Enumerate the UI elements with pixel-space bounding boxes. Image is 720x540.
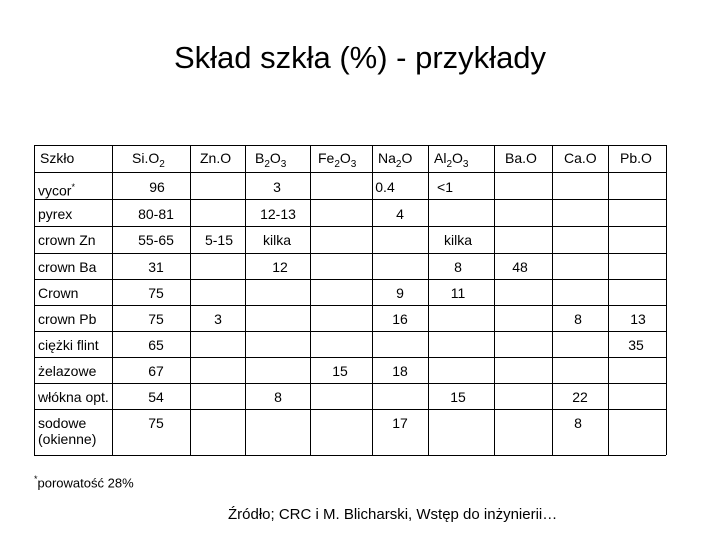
- grid-line: [34, 199, 666, 200]
- cell-sio2: 31: [148, 259, 164, 275]
- cell-cao: 8: [574, 311, 582, 327]
- grid-line: [34, 145, 35, 455]
- cell-b2o3: 8: [274, 389, 282, 405]
- slide-title: Skład szkła (%) - przykłady: [173, 40, 547, 75]
- grid-line: [372, 145, 373, 455]
- cell-sio2: 54: [148, 389, 164, 405]
- header-cao: Ca.O: [564, 150, 597, 166]
- row-name: włókna opt.: [38, 389, 109, 405]
- cell-pbo: 35: [628, 337, 644, 353]
- cell-sio2: 75: [148, 415, 164, 431]
- cell-b2o3: 12-13: [260, 206, 296, 222]
- row-name: sodowe (okienne): [38, 415, 97, 447]
- row-name: żelazowe: [38, 363, 97, 379]
- row-name: crown Ba: [38, 259, 97, 275]
- cell-zno: 3: [214, 311, 222, 327]
- cell-na2o: 17: [392, 415, 408, 431]
- grid-line: [666, 145, 667, 455]
- grid-line: [34, 226, 666, 227]
- cell-sio2: 55-65: [138, 232, 174, 248]
- grid-line: [34, 409, 666, 410]
- header-sio2: $Si.O_2$: [132, 150, 165, 170]
- cell-sio2: 67: [148, 363, 164, 379]
- cell-al2o3: 11: [450, 285, 466, 301]
- cell-sio2: 96: [149, 179, 165, 195]
- cell-al2o3: <1: [437, 179, 453, 195]
- cell-b2o3: 12: [272, 259, 288, 275]
- row-name: pyrex: [38, 206, 73, 222]
- header-zno: Zn.O: [200, 150, 232, 166]
- cell-b2o3: 3: [273, 179, 281, 195]
- cell-na2o: 9: [396, 285, 404, 301]
- row-name: ciężki flint: [38, 337, 99, 353]
- cell-zno: 5-15: [204, 232, 234, 248]
- cell-sio2: 80-81: [138, 206, 174, 222]
- cell-bao: 48: [512, 259, 528, 275]
- cell-al2o3: 15: [450, 389, 466, 405]
- header-szklo: Szkło: [40, 150, 75, 166]
- cell-cao: 22: [572, 389, 588, 405]
- grid-line: [34, 455, 666, 456]
- header-al2o3: $Al_2O_3$: [434, 150, 469, 170]
- cell-fe2o3: 15: [332, 363, 348, 379]
- grid-line: [494, 145, 495, 455]
- row-name: Crown: [38, 285, 79, 301]
- grid-line: [34, 279, 666, 280]
- header-bao: Ba.O: [505, 150, 537, 166]
- cell-na2o: 16: [392, 311, 408, 327]
- grid-line: [428, 145, 429, 455]
- grid-line: [112, 145, 113, 455]
- cell-pbo: 13: [630, 311, 646, 327]
- header-fe2o3: $Fe_2O_3$: [318, 150, 357, 170]
- cell-cao: 8: [574, 415, 582, 431]
- grid-line: [34, 383, 666, 384]
- header-na2o: $Na_2O$: [378, 150, 413, 170]
- grid-line: [190, 145, 191, 455]
- grid-line: [34, 331, 666, 332]
- cell-sio2: 75: [148, 311, 164, 327]
- grid-line: [34, 305, 666, 306]
- grid-line: [608, 145, 609, 455]
- row-name: crown Pb: [38, 311, 97, 327]
- source-citation: Źródło; CRC i M. Blicharski, Wstęp do inżynierii…: [228, 506, 558, 523]
- cell-sio2: 65: [148, 337, 164, 353]
- grid-line: [34, 253, 666, 254]
- cell-al2o3: 8: [454, 259, 462, 275]
- cell-al2o3: kilka: [443, 232, 473, 248]
- row-name: vycor*: [38, 182, 75, 199]
- grid-line: [34, 357, 666, 358]
- cell-na2o: 18: [392, 363, 408, 379]
- cell-na2o: 4: [396, 206, 404, 222]
- cell-na2o: 0.4: [375, 179, 395, 195]
- footnote: *porowatość 28%: [34, 474, 134, 491]
- header-b2o3: $B_2O_3$: [255, 150, 287, 170]
- cell-b2o3: kilka: [262, 232, 292, 248]
- cell-sio2: 75: [148, 285, 164, 301]
- grid-line: [245, 145, 246, 455]
- row-name: crown Zn: [38, 232, 96, 248]
- grid-line: [34, 145, 666, 146]
- grid-line: [552, 145, 553, 455]
- grid-line: [310, 145, 311, 455]
- header-pbo: Pb.O: [620, 150, 652, 166]
